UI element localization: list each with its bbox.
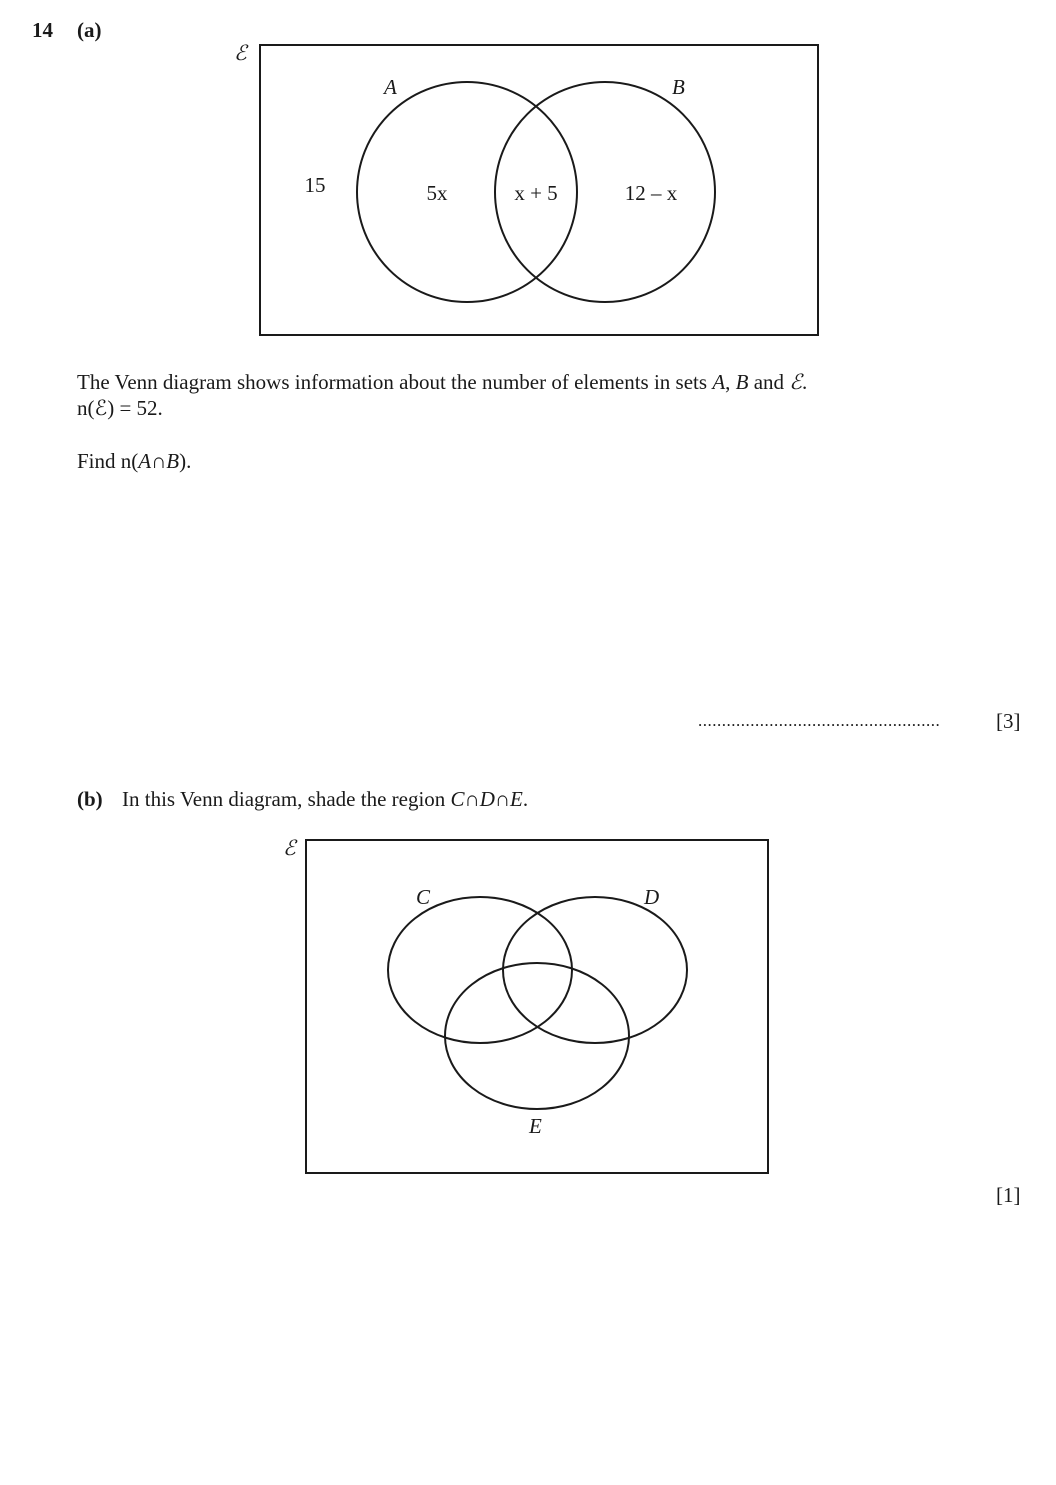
instruction-prefix: In this Venn diagram, shade the region bbox=[122, 787, 451, 811]
find-suffix: ). bbox=[179, 449, 192, 473]
marks-b: [1] bbox=[996, 1183, 1021, 1207]
b-only-value: 12 – x bbox=[624, 181, 678, 205]
instruction-expression: C∩D∩E bbox=[450, 787, 523, 811]
description-and: and bbox=[748, 370, 790, 394]
universal-symbol-b: ℰ bbox=[283, 836, 296, 860]
marks-a: [3] bbox=[996, 709, 1021, 733]
set-d-label: D bbox=[644, 885, 660, 909]
description-prefix: The Venn diagram shows information about the number of elements in sets bbox=[77, 370, 713, 394]
question-number: 14 bbox=[32, 18, 53, 42]
description-set-b: B bbox=[735, 370, 749, 394]
find-expression: A∩B bbox=[138, 449, 180, 473]
description-end: . bbox=[802, 370, 808, 394]
find-instruction bbox=[77, 448, 191, 474]
set-d-ellipse bbox=[503, 897, 687, 1043]
set-b-label: B bbox=[672, 75, 685, 99]
set-e-ellipse bbox=[445, 963, 629, 1109]
set-a-label: A bbox=[384, 75, 397, 99]
find-prefix: Find n( bbox=[77, 449, 139, 473]
universal-symbol-a: ℰ bbox=[234, 41, 247, 65]
part-b-label: (b) bbox=[77, 787, 103, 811]
set-c-ellipse bbox=[388, 897, 572, 1043]
part-a-description bbox=[77, 369, 807, 395]
part-b-instruction bbox=[122, 786, 528, 812]
answer-line-a[interactable]: ................................................... bbox=[698, 711, 941, 730]
description-universal: ℰ bbox=[789, 370, 803, 394]
outside-value: 15 bbox=[304, 173, 326, 197]
universal-count-statement: n(ℰ) = 52. bbox=[77, 396, 163, 420]
instruction-end: . bbox=[522, 787, 529, 811]
intersection-value: x + 5 bbox=[514, 181, 558, 205]
set-c-label: C bbox=[416, 885, 431, 909]
description-sep: , bbox=[725, 370, 736, 394]
part-a-label: (a) bbox=[77, 18, 102, 42]
set-e-label: E bbox=[529, 1114, 542, 1138]
a-only-value: 5x bbox=[426, 181, 448, 205]
description-set-a: A bbox=[712, 370, 726, 394]
